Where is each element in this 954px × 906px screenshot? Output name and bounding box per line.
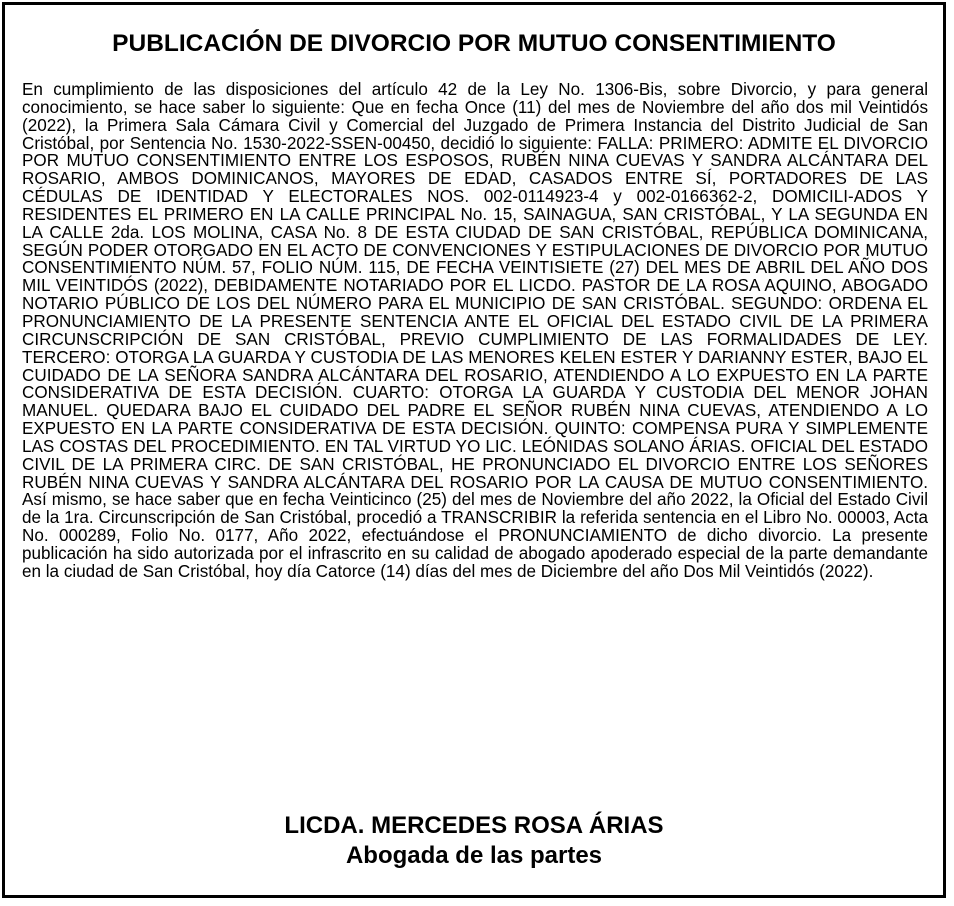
- notice-title: PUBLICACIÓN DE DIVORCIO POR MUTUO CONSENTIMIENTO: [112, 30, 836, 57]
- legal-notice-frame: [2, 2, 946, 898]
- notice-body-text: En cumplimiento de las disposiciones del artículo 42 de la Ley No. 1306-Bis, sobre Divorcio, y para general conocimiento, se hace saber lo siguiente: Que en fecha Once (11) del mes de Noviembre del año dos mil Veintidós (2022), la Primera Sala Cámara Civil y Comercial del Juzgado de Primera Instancia del Distrito Judicial de San Cristóbal, por Sentencia No. 1530-2022-SSEN-00450, decidió lo siguiente: FALLA: PRIMERO: ADMITE EL DIVORCIO POR MUTUO CONSENTIMIENTO ENTRE LOS ESPOSOS, RUBÉN NINA CUEVAS Y SANDRA ALCÁNTARA DEL ROSARIO, AMBOS DOMINICANOS, MAYORES DE EDAD, CASADOS ENTRE SÍ, PORTADORES DE LAS CÉDULAS DE IDENTIDAD Y ELECTORALES NOS. 002-0114923-4 y 002-0166362-2, DOMICILI-ADOS Y RESIDENTES EL PRIMERO EN LA CALLE PRINCIPAL No. 15, SAINAGUA, SAN CRISTÓBAL, Y LA SEGUNDA EN LA CALLE 2da. LOS MOLINA, CASA No. 8 DE ESTA CIUDAD DE SAN CRISTÓBAL, REPÚBLICA DOMINICANA, SEGÚN PODER OTORGADO EN EL ACTO DE CONVENCIONES Y ESTIPULACIONES DE DIVORCIO POR MUTUO CONSENTIMIENTO NÚM. 57, FOLIO NÚM. 115, DE FECHA VEINTISIETE (27) DEL MES DE ABRIL DEL AÑO DOS MIL VEINTIDÓS (2022), DEBIDAMENTE NOTARIADO POR EL LICDO. PASTOR DE LA ROSA AQUINO, ABOGADO NOTARIO PÚBLICO DE LOS DEL NÚMERO PARA EL MUNICIPIO DE SAN CRISTÓBAL. SEGUNDO: ORDENA EL PRONUNCIAMIENTO DE LA PRESENTE SENTENCIA ANTE EL OFICIAL DEL ESTADO CIVIL DE LA PRIMERA CIRCUNSCRIPCIÓN DE SAN CRISTÓBAL, PREVIO CUMPLIMIENTO DE LAS FORMALIDADES DE LEY. TERCERO: OTORGA LA GUARDA Y CUSTODIA DE LAS MENORES KELEN ESTER Y DARIANNY ESTER, BAJO EL CUIDADO DE LA SEÑORA SANDRA ALCÁNTARA DEL ROSARIO, ATENDIENDO A LO EXPUESTO EN LA PARTE CONSIDERATIVA DE ESTA DECISIÓN. CUARTO: OTORGA LA GUARDA Y CUSTODIA DEL MENOR JOHAN MANUEL. QUEDARA BAJO EL CUIDADO DEL PADRE EL SEÑOR RUBÉN NINA CUEVAS, ATENDIENDO A LO EXPUESTO EN LA PARTE CONSIDERATIVA DE ESTA DECISIÓN. QUINTO: COMPENSA PURA Y SIMPLEMENTE LAS COSTAS DEL PROCEDIMIENTO. EN TAL VIRTUD YO LIC. LEÓNIDAS SOLANO ÁRIAS. OFICIAL DEL ESTADO CIVIL DE LA PRIMERA CIRC. DE SAN CRISTÓBAL, HE PRONUNCIADO EL DIVORCIO ENTRE LOS SEÑORES RUBÉN NINA CUEVAS Y SANDRA ALCÁNTARA DEL ROSARIO POR LA CAUSA DE MUTUO CONSENTIMIENTO. Así mismo, se hace saber que en fecha Veinticinco (25) del mes de Noviembre del año 2022, la Oficial del Estado Civil de la 1ra. Circunscripción de San Cristóbal, procedió a TRANSCRIBIR la referida sentencia en el Libro No. 00003, Acta No. 000289, Folio No. 0177, Año 2022, efectuándose el PRONUNCIAMIENTO de dicho divorcio. La presente publicación ha sido autorizada por el infrascrito en su calidad de abogado apoderado especial de la parte demandante en la ciudad de San Cristóbal, hoy día Catorce (14) días del mes de Diciembre del año Dos Mil Veintidós (2022).: [22, 80, 928, 581]
- signature-name: LICDA. MERCEDES ROSA ÁRIAS: [284, 812, 664, 839]
- signature-role: Abogada de las partes: [345, 842, 603, 869]
